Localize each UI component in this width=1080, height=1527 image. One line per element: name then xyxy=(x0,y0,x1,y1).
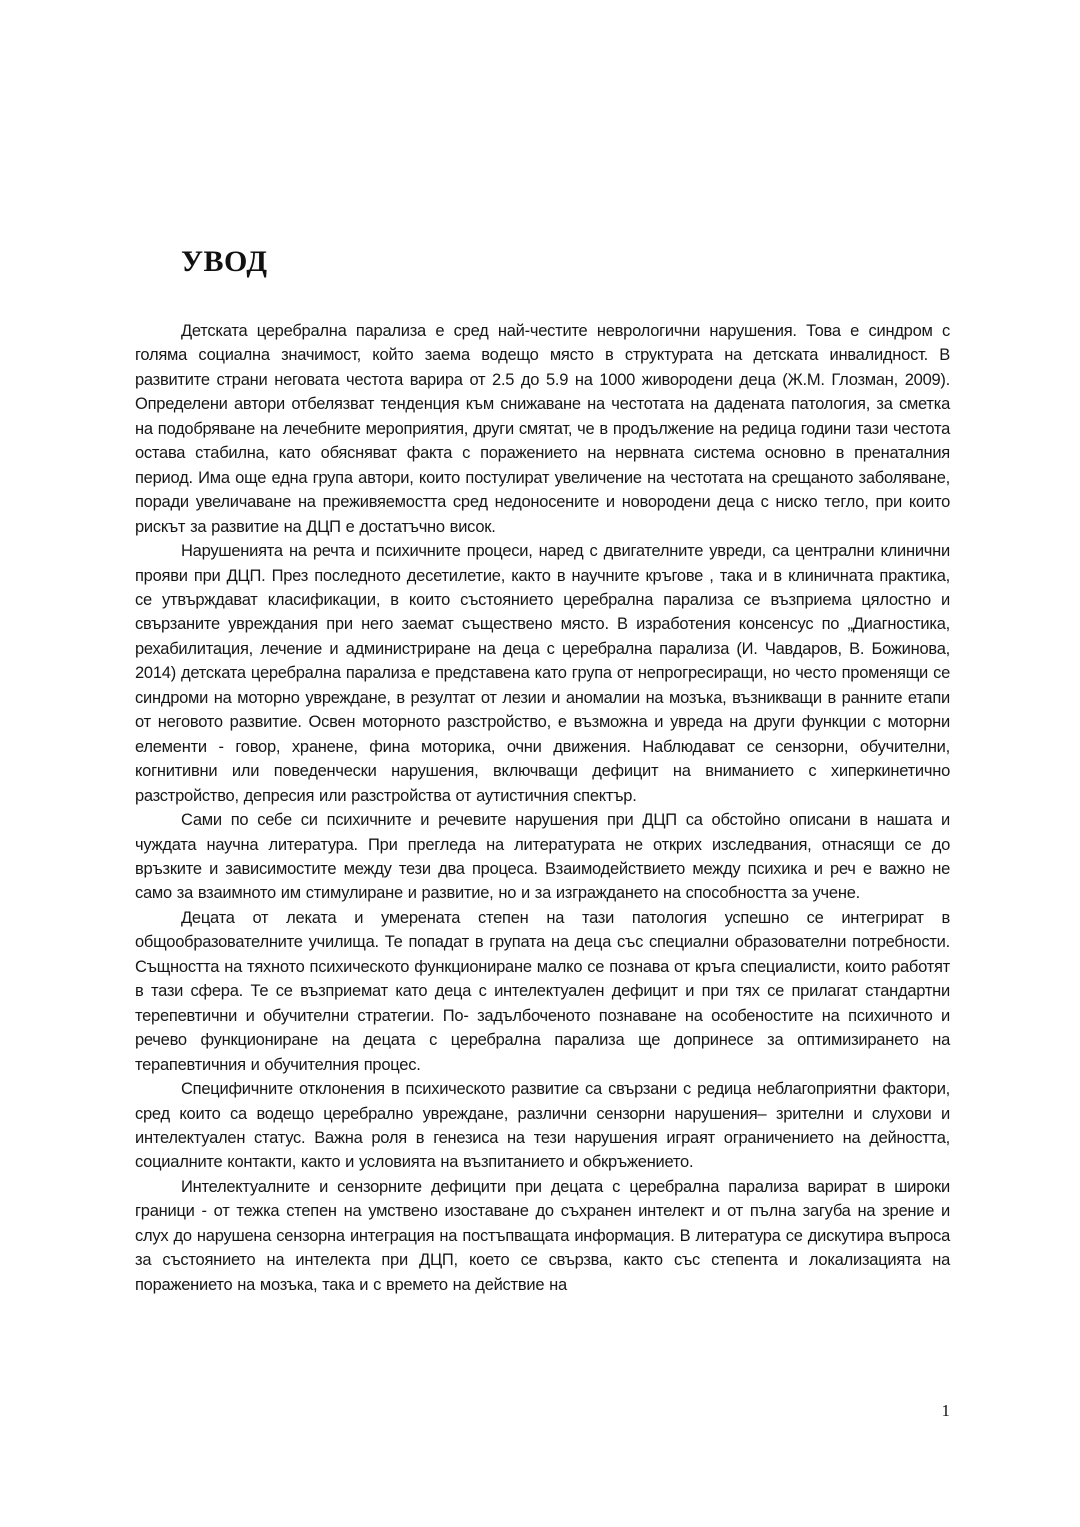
page-number: 1 xyxy=(941,1401,950,1420)
paragraph-4: Децата от леката и умерената степен на тази патология успешно се интегрират в общообразователните училища. Те попадат в групата на деца със специални образователни потребности. Същността на тяхното психическото функциониране малко се познава от кръга специалисти, които работят в тази сфера. Те се възприемат като деца с интелектуален дефицит и при тях се прилагат стандартни терепевтични и обучителни стратегии. По- задълбоченото познаване на особеностите на психичното и речево функциониране на децата с церебрална парализа ще допринесе за оптимизирането на терапевтичния и обучителния процес. xyxy=(135,908,950,1074)
document-content xyxy=(135,245,950,1297)
paragraph-3: Сами по себе си психичните и речевите нарушения при ДЦП са обстойно описани в нашата и чуждата научна литература. При прегледа на литературата не открих изследвания, отнасящи се до връзките и зависимостите между тези два процеса. Взаимодействието между психика и реч е важно не само за взаимното им стимулиране и развитие, но и за изграждането на способността за учене. xyxy=(135,811,950,903)
document-body xyxy=(135,319,950,1297)
section-title: УВОД xyxy=(181,245,268,278)
paragraph-1: Детската церебрална парализа е сред най-честите неврологични нарушения. Това е синдром с голяма социална значимост, който заема водещо място в структурата на детската инвалидност. В развитите страни неговата честота варира от 2.5 до 5.9 на 1000 живородени деца (Ж.М. Глозман, 2009). Определени автори отбелязват тенденция към снижаване на честотата на дадената патология, за сметка на подобряване на лечебните мероприятия, други смятат, че в продължение на редица години тази честота остава стабилна, като обясняват факта с поражението на нервната система основно в пренаталния период. Има още една група автори, които постулират увеличение на честотата на срещаното заболяване, поради увеличаване на преживяемостта сред недоносените и новородени деца с ниско тегло, при които рискът за развитие на ДЦП е достатъчно висок. xyxy=(135,322,950,536)
paragraph-6: Интелектуалните и сензорните дефицити при децата с церебрална парализа варират в широки граници - от тежка степен на умствено изоставане до съхранен интелект и от пълна загуба на зрение и слух до нарушена сензорна интеграция на постъпващата информация. В литература се дискутира въпроса за състоянието на интелекта при ДЦП, което се свързва, както със степента и локализацията на поражението на мозъка, така и с времето на действие на xyxy=(135,1177,950,1294)
paragraph-2: Нарушенията на речта и психичните процеси, наред с двигателните увреди, са централни клинични прояви при ДЦП. През последното десетилетие, както в научните кръгове , така и в клиничната практика, се утвърждават класификации, в които състоянието церебрална парализа се възприема цялостно и свързаните увреждания при него заемат съществено място. В изработения консенсус по „Диагностика, рехабилитация, лечение и администриране на деца с церебрална парализа (И. Чавдаров, В. Божинова, 2014) детската церебрална парализа е представена като група от непрогресиращи, но често променящи се синдроми на моторно увреждане, в резултат от лезии и аномалии на мозъка, възникващи в ранните етапи от неговото развитие. Освен моторното разстройство, е възможна и увреда на други функции с моторни елементи - говор, хранене, фина моторика, очни движения. Наблюдават се сензорни, обучителни, когнитивни или поведенчески нарушения, включващи дефицит на вниманието с хиперкинетично разстройство, депресия или разстройства от аутистичния спектър. xyxy=(135,542,950,805)
paragraph-5: Специфичните отклонения в психическото развитие са свързани с редица неблагоприятни фактори, сред които са водещо церебрално увреждане, различни сензорни нарушения– зрителни и слухови и интелектуален статус. Важна роля в генезиса на тези нарушения играят ограничението на дейността, социалните контакти, както и условията на възпитанието и обкръжението. xyxy=(135,1080,950,1172)
